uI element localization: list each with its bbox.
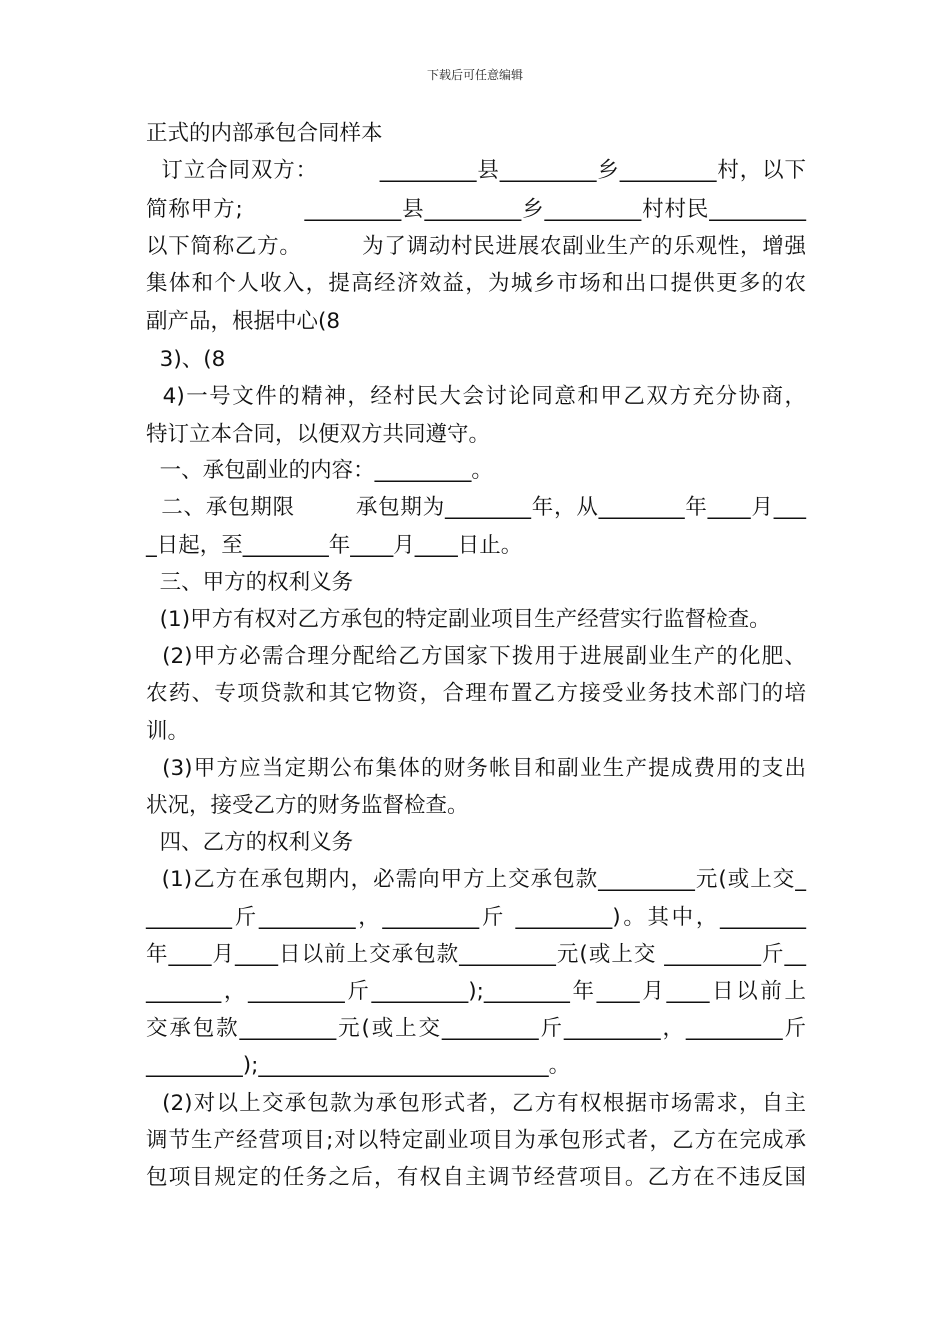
text-line: (2)甲方必需合理分配给乙方国家下拨用于进展副业生产的化肥、 <box>146 644 806 669</box>
section-heading: 二、承包期限 承包期为________年，从________年____月___ <box>146 495 806 520</box>
text-line: 集体和个人收入，提高经济效益，为城乡市场和出口提供更多的农 <box>146 271 806 296</box>
section-heading: 四、乙方的权利义务 <box>146 830 354 855</box>
text-line: 4)一号文件的精神，经村民大会讨论同意和甲乙双方充分协商， <box>146 384 806 409</box>
text-line: (3)甲方应当定期公布集体的财务帐目和副业生产提成费用的支出 <box>146 756 806 781</box>
header-note: 下载后可任意编辑 <box>426 68 523 82</box>
text-line: 以下简称乙方。 为了调动村民进展农副业生产的乐观性，增强 <box>146 234 806 259</box>
text-line: 订立合同双方： _________县_________乡_________村，以下 <box>146 158 806 183</box>
text-line: _日起，至________年____月____日止。 <box>146 533 523 558</box>
text-line: ________斤_________，_________斤 _________)。其中，________ <box>146 905 806 930</box>
text-line: 副产品，根据中心(8 <box>146 309 341 334</box>
text-line: 训。 <box>146 719 190 744</box>
text-line: 特订立本合同，以便双方共同遵守。 <box>146 422 491 447</box>
text-line: _______，_________斤_________);________年____月____日以前上 <box>146 979 806 1004</box>
text-line: 包项目规定的任务之后，有权自主调节经营项目。乙方在不违反国 <box>146 1165 806 1190</box>
text-line: (1)甲方有权对乙方承包的特定副业项目生产经营实行监督检查。 <box>146 607 771 632</box>
text-line: 简称甲方; _________县_________乡_________村村民_________ <box>146 197 806 222</box>
text-line: _________);___________________________。 <box>146 1053 571 1078</box>
text-line: 3)、(8 <box>146 347 226 372</box>
section-heading: 三、甲方的权利义务 <box>146 570 354 595</box>
section-heading: 一、承包副业的内容：_________。 <box>146 458 493 483</box>
text-line: 农药、专项贷款和其它物资，合理布置乙方接受业务技术部门的培 <box>146 681 806 706</box>
text-line: 年____月____日以前上交承包款_________元(或上交 _________斤__ <box>146 942 806 967</box>
document-title: 正式的内部承包合同样本 <box>146 121 383 146</box>
text-line: (1)乙方在承包期内，必需向甲方上交承包款_________元(或上交_ <box>146 867 806 892</box>
text-line: 状况，接受乙方的财务监督检查。 <box>146 793 469 818</box>
text-line: 交承包款_________元(或上交_________斤_________，_________斤 <box>146 1016 806 1041</box>
text-line: 调节生产经营项目;对以特定副业项目为承包形式者，乙方在完成承 <box>146 1128 806 1153</box>
text-line: (2)对以上交承包款为承包形式者，乙方有权根据市场需求，自主 <box>146 1091 806 1116</box>
